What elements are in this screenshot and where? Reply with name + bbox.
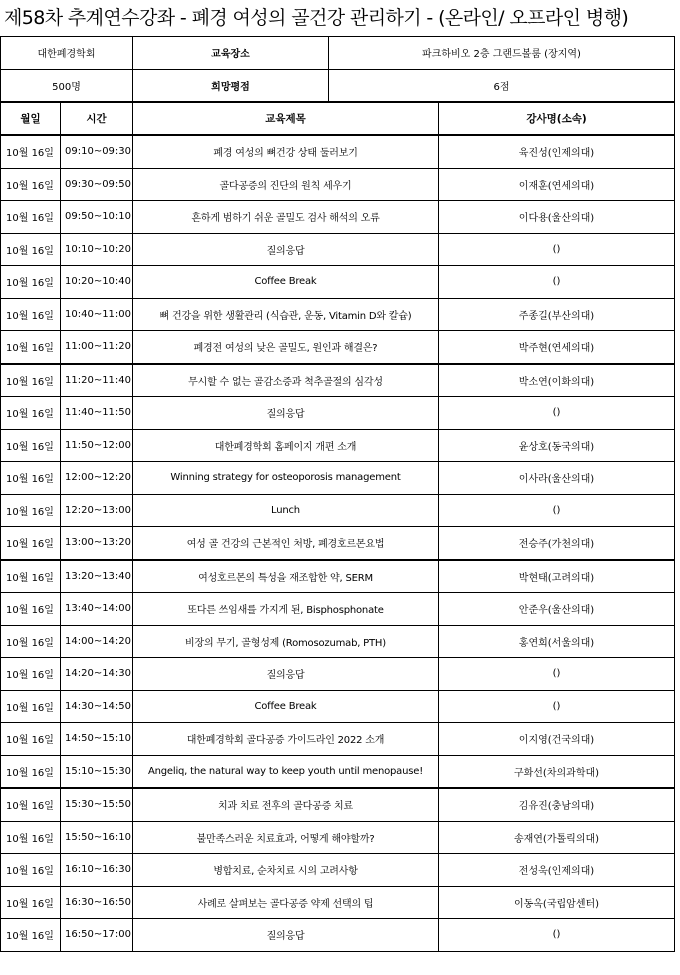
session-lecturer: 김유진(충남의대) <box>439 788 675 821</box>
session-date: 10월 16일 <box>1 462 61 495</box>
schedule-table <box>0 102 675 952</box>
session-title: 뼈 건강을 위한 생활관리 (식습관, 운동, Vitamin D와 칼슘) <box>133 298 439 331</box>
session-time: 09:50~10:10 <box>61 201 133 234</box>
header-lecturer: 강사명(소속) <box>439 103 675 136</box>
session-lecturer: () <box>439 397 675 430</box>
session-time: 11:40~11:50 <box>61 397 133 430</box>
session-title: 질의응답 <box>133 397 439 430</box>
points-value: 6점 <box>329 69 675 102</box>
session-title: 무시할 수 없는 골감소증과 척추골절의 심각성 <box>133 364 439 397</box>
session-title: 폐경 여성의 뼈건강 상태 둘러보기 <box>133 135 439 168</box>
session-title: 대한폐경학회 홈페이지 개편 소개 <box>133 429 439 462</box>
table-row <box>1 593 675 626</box>
session-time: 14:50~15:10 <box>61 723 133 756</box>
session-title: 폐경전 여성의 낮은 골밀도, 원인과 해결은? <box>133 331 439 364</box>
session-time: 16:10~16:30 <box>61 854 133 887</box>
session-lecturer: () <box>439 233 675 266</box>
session-date: 10월 16일 <box>1 560 61 593</box>
session-time: 13:00~13:20 <box>61 527 133 560</box>
table-row <box>1 527 675 560</box>
header-subject: 교육제목 <box>133 103 439 136</box>
session-date: 10월 16일 <box>1 821 61 854</box>
session-time: 14:30~14:50 <box>61 690 133 723</box>
session-title: Lunch <box>133 494 439 527</box>
session-date: 10월 16일 <box>1 658 61 691</box>
table-row <box>1 788 675 821</box>
session-lecturer: 박소연(이화의대) <box>439 364 675 397</box>
session-date: 10월 16일 <box>1 298 61 331</box>
session-title: 또다른 쓰임새를 가지게 된, Bisphosphonate <box>133 593 439 626</box>
header-date: 월일 <box>1 103 61 136</box>
table-row <box>1 298 675 331</box>
session-title: Angeliq, the natural way to keep youth until menopause! <box>133 755 439 788</box>
session-lecturer: 전성욱(인제의대) <box>439 854 675 887</box>
table-row <box>1 135 675 168</box>
venue-value: 파크하비오 2층 그랜드볼룸 (장지역) <box>329 37 675 70</box>
capacity: 500명 <box>1 69 133 102</box>
session-lecturer: 육진성(인제의대) <box>439 135 675 168</box>
table-row <box>1 690 675 723</box>
session-date: 10월 16일 <box>1 364 61 397</box>
session-title: Winning strategy for osteoporosis management <box>133 462 439 495</box>
session-date: 10월 16일 <box>1 788 61 821</box>
session-lecturer: 이다용(울산의대) <box>439 201 675 234</box>
table-row <box>1 201 675 234</box>
session-lecturer: 안준우(울산의대) <box>439 593 675 626</box>
session-title: 질의응답 <box>133 658 439 691</box>
session-time: 10:20~10:40 <box>61 266 133 299</box>
schedule-header-row <box>1 103 675 136</box>
table-row <box>1 168 675 201</box>
venue-label: 교육장소 <box>133 37 329 70</box>
session-lecturer: 주종길(부산의대) <box>439 298 675 331</box>
session-date: 10월 16일 <box>1 397 61 430</box>
session-time: 13:40~14:00 <box>61 593 133 626</box>
table-row <box>1 755 675 788</box>
session-lecturer: 이재훈(연세의대) <box>439 168 675 201</box>
session-date: 10월 16일 <box>1 135 61 168</box>
table-row <box>1 364 675 397</box>
session-lecturer: 박주현(연세의대) <box>439 331 675 364</box>
session-date: 10월 16일 <box>1 723 61 756</box>
table-row <box>1 331 675 364</box>
info-table <box>0 36 675 102</box>
table-row <box>1 560 675 593</box>
session-lecturer: 이사라(울산의대) <box>439 462 675 495</box>
session-time: 09:30~09:50 <box>61 168 133 201</box>
table-row <box>1 397 675 430</box>
session-lecturer: 홍연희(서울의대) <box>439 625 675 658</box>
session-title: 여성호르몬의 특성을 재조합한 약, SERM <box>133 560 439 593</box>
session-date: 10월 16일 <box>1 886 61 919</box>
session-date: 10월 16일 <box>1 233 61 266</box>
session-title: 병합치료, 순차치료 시의 고려사항 <box>133 854 439 887</box>
session-title: Coffee Break <box>133 690 439 723</box>
session-lecturer: () <box>439 266 675 299</box>
session-lecturer: () <box>439 919 675 952</box>
session-lecturer: 구화선(차의과학대) <box>439 755 675 788</box>
session-title: 비장의 무기, 골형성제 (Romosozumab, PTH) <box>133 625 439 658</box>
table-row <box>1 919 675 952</box>
session-time: 15:30~15:50 <box>61 788 133 821</box>
session-time: 11:00~11:20 <box>61 331 133 364</box>
table-row <box>1 723 675 756</box>
session-date: 10월 16일 <box>1 429 61 462</box>
session-title: Coffee Break <box>133 266 439 299</box>
organizer: 대한폐경학회 <box>1 37 133 70</box>
session-date: 10월 16일 <box>1 854 61 887</box>
session-lecturer: 박현태(고려의대) <box>439 560 675 593</box>
session-lecturer: () <box>439 494 675 527</box>
session-title: 대한폐경학회 골다공증 가이드라인 2022 소개 <box>133 723 439 756</box>
session-title: 질의응답 <box>133 233 439 266</box>
session-time: 10:10~10:20 <box>61 233 133 266</box>
session-date: 10월 16일 <box>1 593 61 626</box>
session-time: 13:20~13:40 <box>61 560 133 593</box>
table-row <box>1 266 675 299</box>
session-title: 질의응답 <box>133 919 439 952</box>
table-row <box>1 494 675 527</box>
session-title: 흔하게 범하기 쉬운 골밀도 검사 해석의 오류 <box>133 201 439 234</box>
session-date: 10월 16일 <box>1 168 61 201</box>
schedule-body <box>1 135 675 951</box>
session-lecturer: () <box>439 690 675 723</box>
points-label: 희망평점 <box>133 69 329 102</box>
session-date: 10월 16일 <box>1 494 61 527</box>
session-lecturer: () <box>439 658 675 691</box>
session-lecturer: 이동옥(국립암센터) <box>439 886 675 919</box>
session-lecturer: 이지영(건국의대) <box>439 723 675 756</box>
header-time: 시간 <box>61 103 133 136</box>
session-date: 10월 16일 <box>1 625 61 658</box>
table-row <box>1 658 675 691</box>
table-row <box>1 886 675 919</box>
session-title: 여성 골 건강의 근본적인 처방, 폐경호르몬요법 <box>133 527 439 560</box>
session-time: 16:30~16:50 <box>61 886 133 919</box>
session-date: 10월 16일 <box>1 690 61 723</box>
info-row-points <box>1 69 675 102</box>
session-title: 골다공증의 진단의 원칙 세우기 <box>133 168 439 201</box>
table-row <box>1 429 675 462</box>
session-date: 10월 16일 <box>1 266 61 299</box>
session-time: 14:00~14:20 <box>61 625 133 658</box>
session-title: 사례로 살펴보는 골다공증 약제 선택의 팁 <box>133 886 439 919</box>
session-lecturer: 전승주(가천의대) <box>439 527 675 560</box>
session-time: 16:50~17:00 <box>61 919 133 952</box>
session-date: 10월 16일 <box>1 755 61 788</box>
table-row <box>1 821 675 854</box>
session-date: 10월 16일 <box>1 201 61 234</box>
session-time: 09:10~09:30 <box>61 135 133 168</box>
session-title: 불만족스러운 치료효과, 어떻게 해야할까? <box>133 821 439 854</box>
page-title: 제58차 추계연수강좌 - 폐경 여성의 골건강 관리하기 - (온라인/ 오프라인 병행) <box>4 7 629 29</box>
session-time: 15:10~15:30 <box>61 755 133 788</box>
session-time: 12:00~12:20 <box>61 462 133 495</box>
info-row-venue <box>1 37 675 70</box>
table-row <box>1 625 675 658</box>
session-date: 10월 16일 <box>1 527 61 560</box>
session-time: 11:20~11:40 <box>61 364 133 397</box>
table-row <box>1 462 675 495</box>
session-date: 10월 16일 <box>1 331 61 364</box>
session-time: 10:40~11:00 <box>61 298 133 331</box>
session-time: 12:20~13:00 <box>61 494 133 527</box>
table-row <box>1 854 675 887</box>
session-date: 10월 16일 <box>1 919 61 952</box>
table-row <box>1 233 675 266</box>
session-lecturer: 송재연(가톨릭의대) <box>439 821 675 854</box>
session-lecturer: 윤상호(동국의대) <box>439 429 675 462</box>
session-title: 치과 치료 전후의 골다공증 치료 <box>133 788 439 821</box>
session-time: 14:20~14:30 <box>61 658 133 691</box>
session-time: 11:50~12:00 <box>61 429 133 462</box>
session-time: 15:50~16:10 <box>61 821 133 854</box>
